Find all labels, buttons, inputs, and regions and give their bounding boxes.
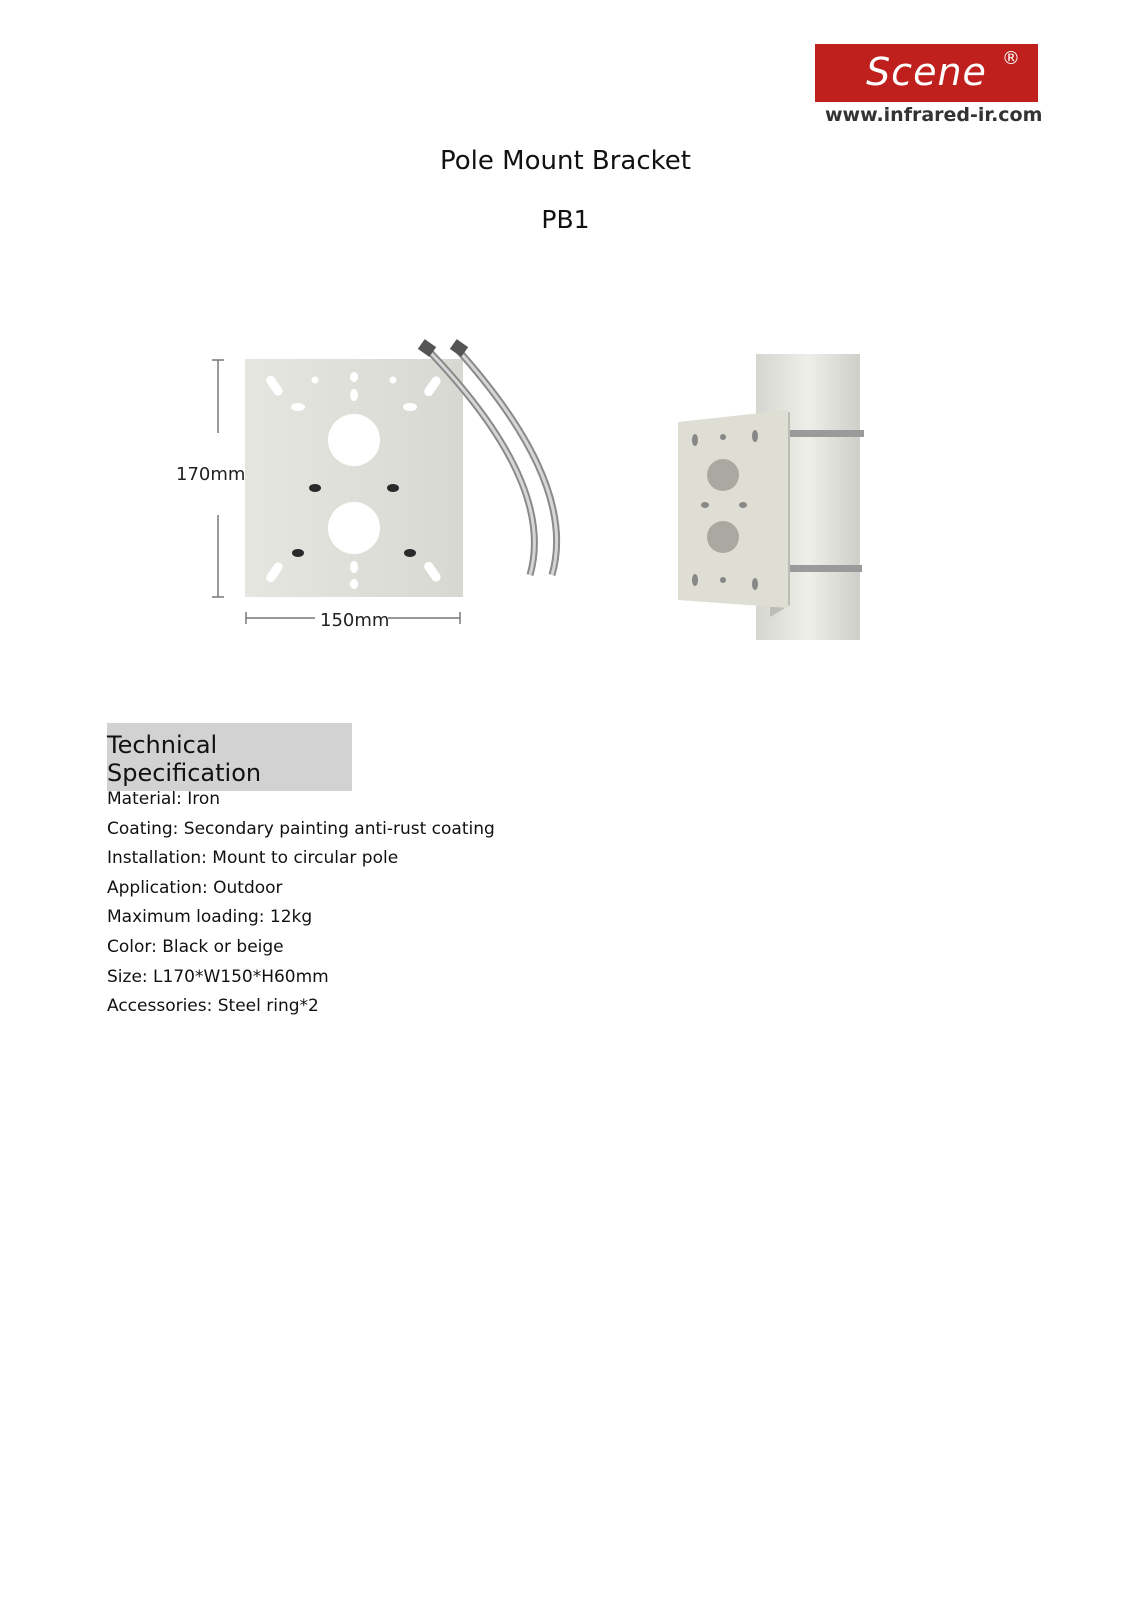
spec-material: Material: Iron	[107, 789, 220, 809]
website-url: www.infrared-ir.com	[825, 104, 1043, 126]
height-dimension-label: 170mm	[176, 464, 246, 485]
spec-application: Application: Outdoor	[107, 877, 283, 898]
spec-heading: Technical Specification	[107, 723, 352, 791]
product-title: Pole Mount Bracket	[440, 146, 691, 176]
spec-list	[107, 785, 495, 1022]
spec-accessories: Accessories: Steel ring*2	[107, 996, 319, 1017]
spec-coating: Coating: Secondary painting anti-rust coating	[107, 818, 495, 839]
brand-logo	[815, 44, 1038, 102]
product-model: PB1	[541, 205, 590, 234]
bracket-dimension-image	[170, 335, 590, 645]
spec-installation: Installation: Mount to circular pole	[107, 848, 399, 869]
spec-size: Size: L170*W150*H60mm	[107, 966, 329, 987]
bracket-on-pole-image	[670, 340, 870, 640]
brand-name: Scene	[866, 50, 987, 94]
width-dimension-label: 150mm	[320, 610, 390, 631]
registered-mark: ®	[1002, 48, 1020, 69]
spec-color: Color: Black or beige	[107, 936, 284, 957]
spec-max-loading: Maximum loading: 12kg	[107, 907, 313, 928]
